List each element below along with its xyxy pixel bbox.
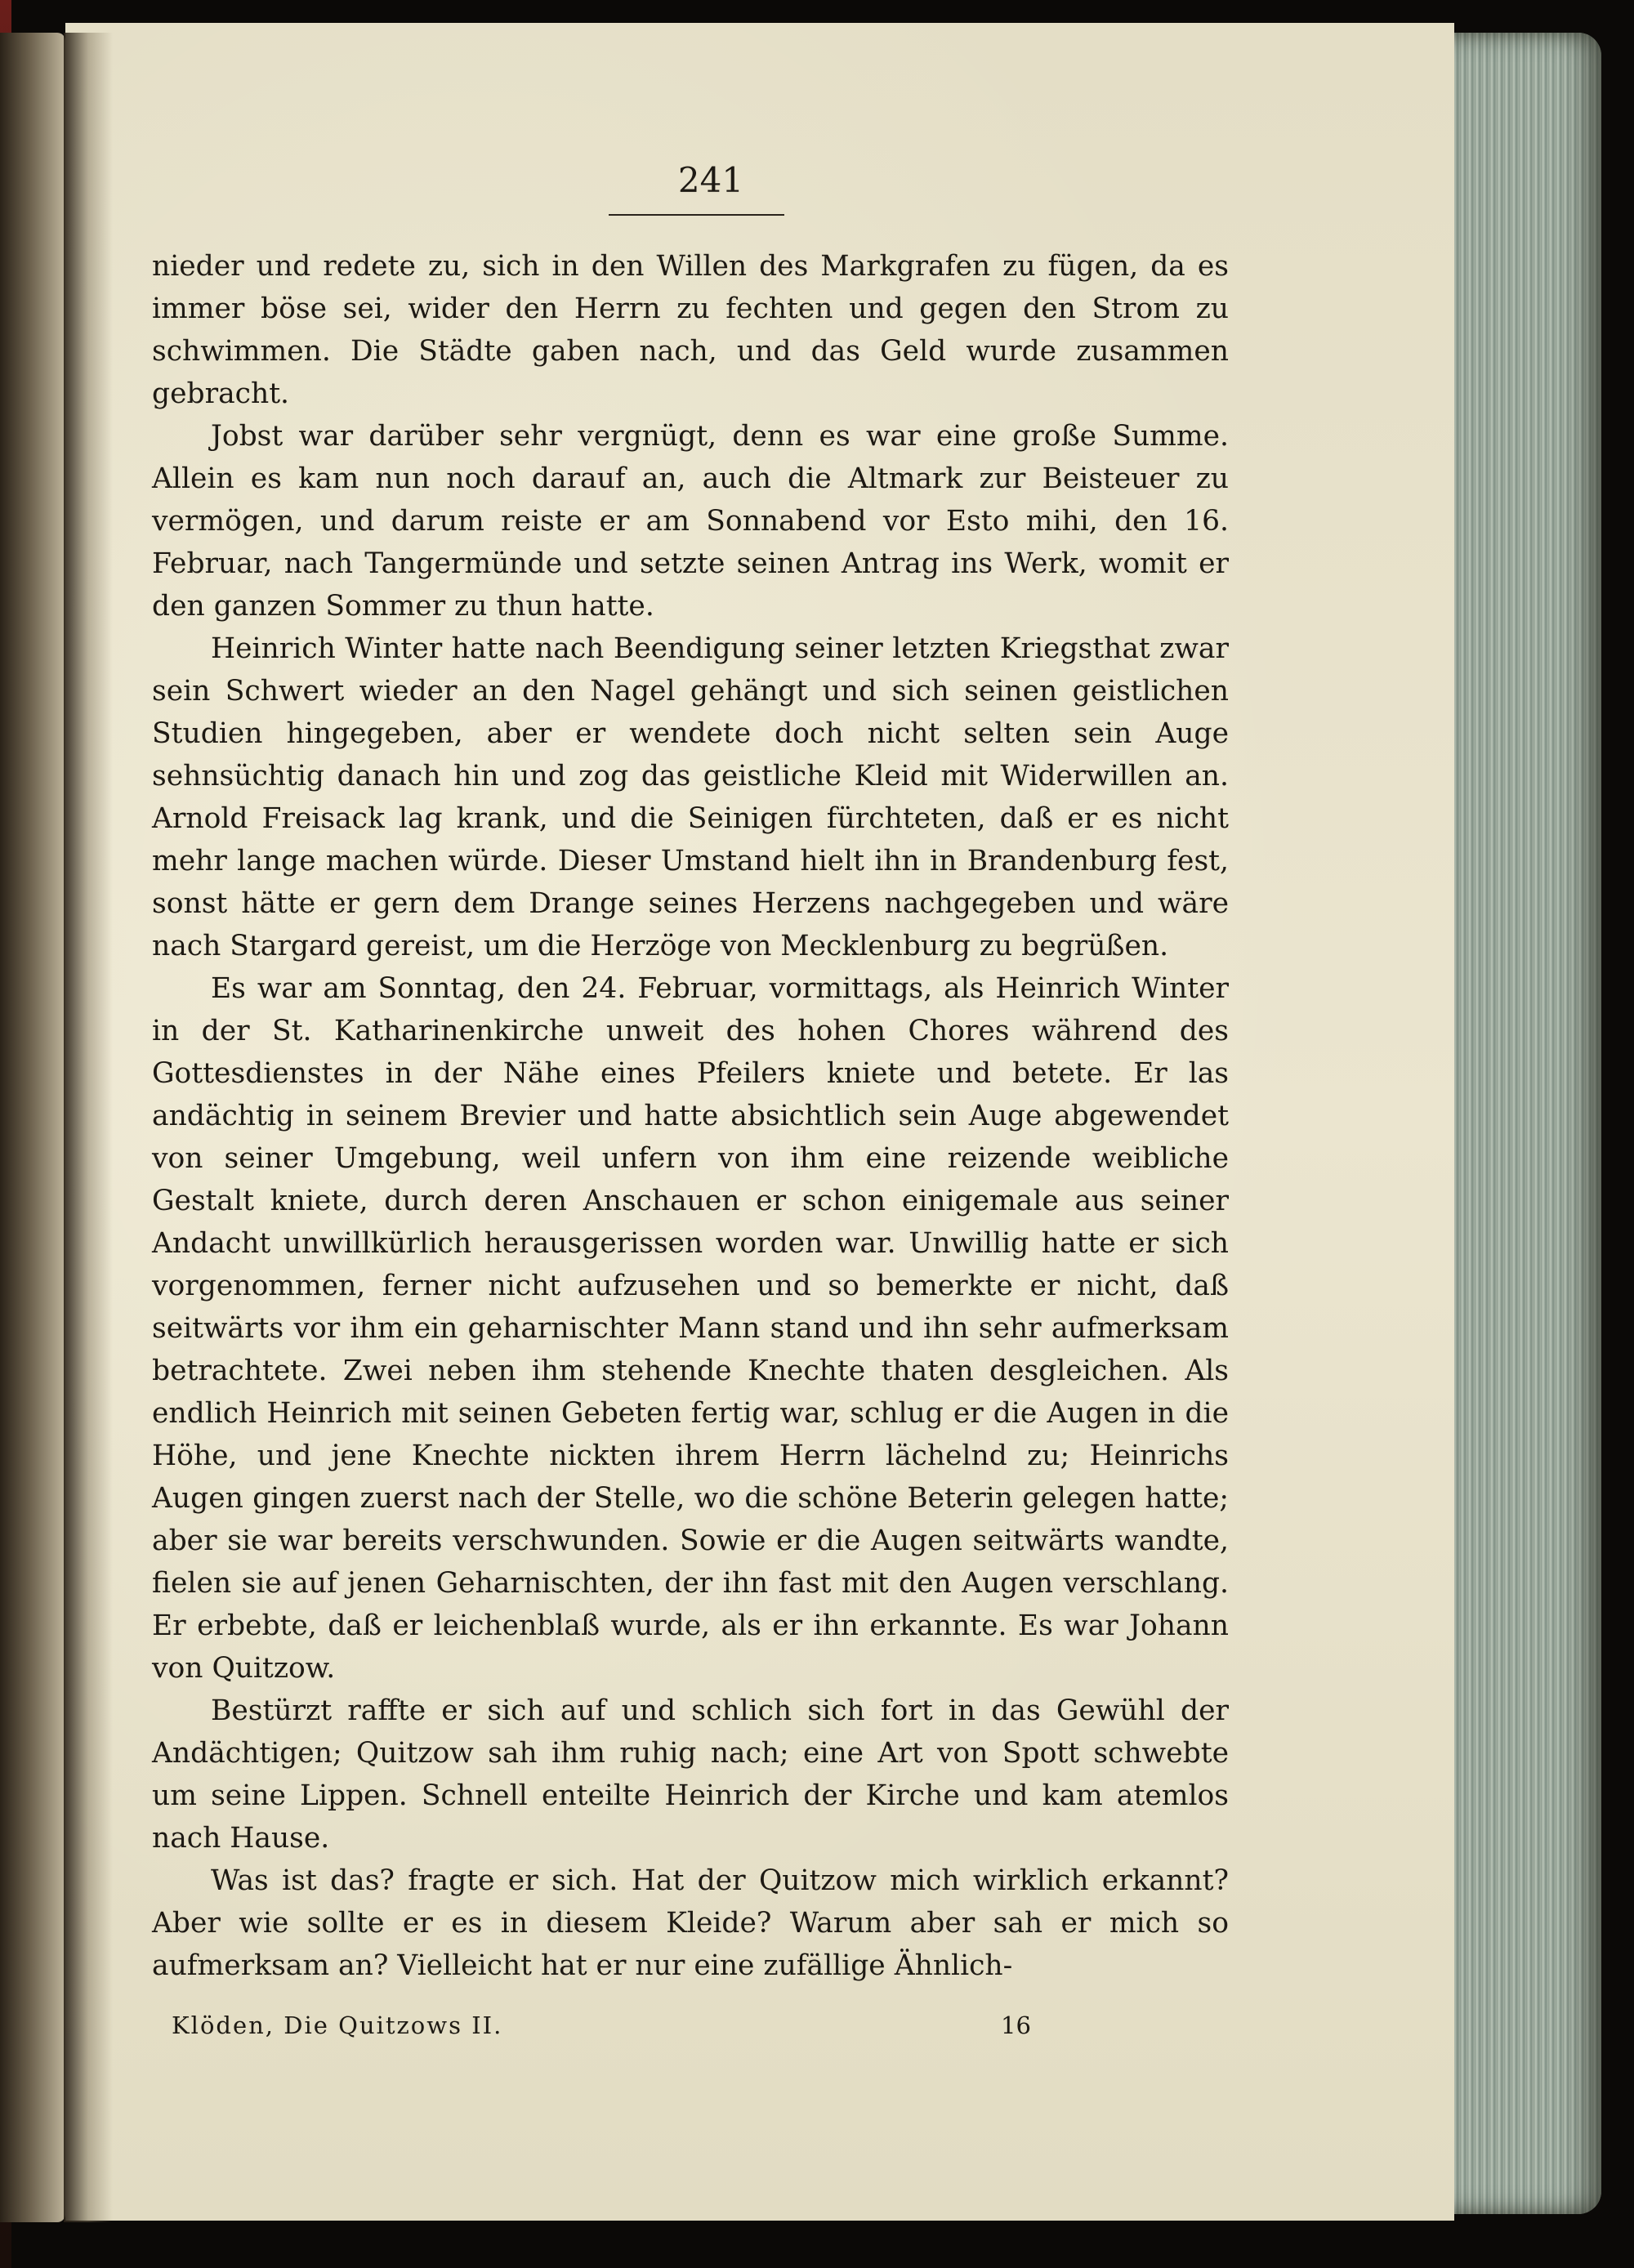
paragraph: Jobst war darüber sehr vergnügt, denn es war eine große Summe. Allein es kam nun noch darauf an, auch die Altmark zur Beisteuer zu vermögen, und darum reiste er am Sonnabend vor Esto mihi, den 16. Februar, nach Tangermünde und setzte seinen Antrag ins Werk, womit er den ganzen Sommer zu thun hatte. bbox=[152, 420, 1229, 623]
left-page-edge bbox=[0, 33, 65, 2222]
page-block-edge bbox=[1438, 33, 1601, 2214]
paragraph: Heinrich Winter hatte nach Beendigung seiner letzten Kriegsthat zwar sein Schwert wieder an den Nagel gehängt und sich seinen geistlichen Studien hingegeben, aber er wendete doch nicht selten sein Auge sehnsüchtig danach hin und zog das geistliche Kleid mit Widerwillen an. Arnold Freisack lag krank, und die Seinigen fürchteten, daß er es nicht mehr lange machen würde. Dieser Umstand hielt ihn in Brandenburg fest, sonst hätte er gern dem Drange seines Herzens nachgegeben und wäre nach Stargard gereist, um die Herzöge von Mecklenburg zu begrüßen. bbox=[152, 632, 1229, 962]
gutter-shadow bbox=[64, 33, 113, 2222]
page-number: 241 bbox=[677, 160, 744, 200]
body-text bbox=[152, 245, 1229, 1987]
header-rule bbox=[609, 214, 784, 216]
paragraph: nieder und redete zu, sich in den Willen des Markgrafen zu fügen, da es immer böse sei, wider den Herrn zu fechten und gegen den Strom zu schwimmen. Die Städte gaben nach, und das Geld wurde zusammen gebracht. bbox=[152, 250, 1229, 410]
signature-mark: 16 bbox=[1001, 2011, 1031, 2039]
paragraph: Es war am Sonntag, den 24. Februar, vormittags, als Heinrich Winter in der St. Katharinenkirche unweit des hohen Chores während des Gottesdienstes in der Nähe eines Pfeilers kniete und betete. Er las andächtig in seinem Brevier und hatte absichtlich sein Auge abgewendet von seiner Umgebung, weil unfern von ihm eine reizende weibliche Gestalt kniete, durch deren Anschauen er schon einigemale aus seiner Andacht unwillkürlich herausgerissen worden war. Unwillig hatte er sich vorgenommen, ferner nicht aufzusehen und so bemerkte er nicht, daß seitwärts vor ihm ein geharnischter Mann stand und ihn sehr aufmerksam betrachtete. Zwei neben ihm stehende Knechte thaten desgleichen. Als endlich Heinrich mit seinen Gebeten fertig war, schlug er die Augen in die Höhe, und jene Knechte nickten ihrem Herrn lächelnd zu; Heinrichs Augen gingen zuerst nach der Stelle, wo die schöne Beterin gelegen hatte; aber sie war bereits verschwunden. Sowie er die Augen seitwärts wandte, fielen sie auf jenen Geharnischten, der ihn fast mit den Augen verschlang. Er erbebte, daß er leichenblaß wurde, als er ihn erkannte. Es war Johann von Quitzow. bbox=[152, 972, 1229, 1685]
footer-title: Klöden, Die Quitzows II. bbox=[172, 2011, 503, 2039]
paragraph: Was ist das? fragte er sich. Hat der Quitzow mich wirklich erkannt? Aber wie sollte er es in diesem Kleide? Warum aber sah er mich so aufmerksam an? Vielleicht hat er nur eine zufällige Ähnlich- bbox=[152, 1864, 1229, 1982]
paragraph: Bestürzt raffte er sich auf und schlich sich fort in das Gewühl der Andächtigen; Quitzow sah ihm ruhig nach; eine Art von Spott schwebte um seine Lippen. Schnell enteilte Heinrich der Kirche und kam atemlos nach Hause. bbox=[152, 1694, 1229, 1855]
